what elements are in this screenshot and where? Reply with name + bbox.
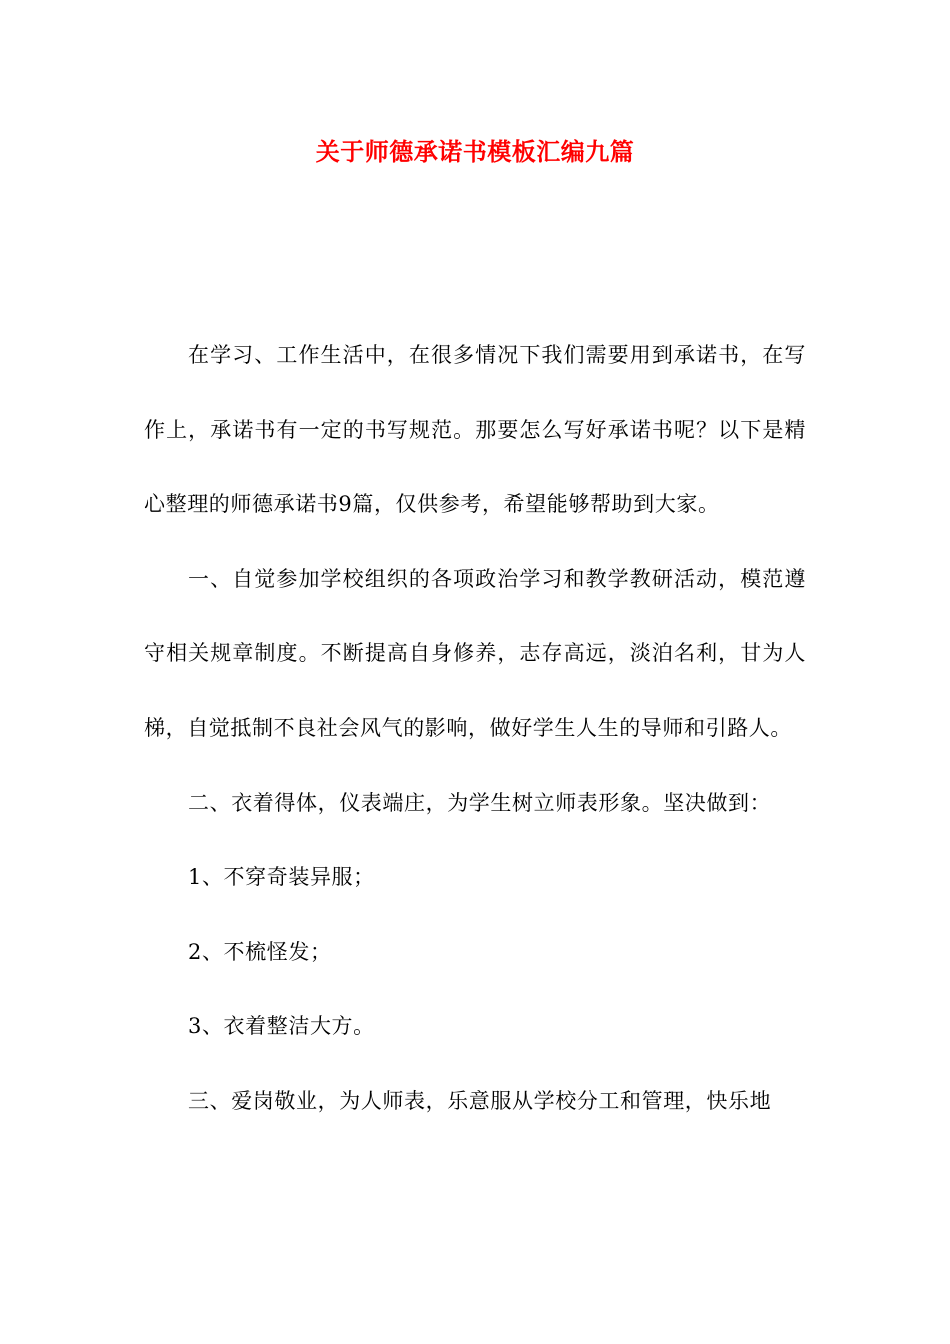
item-one-paragraph: 一、自觉参加学校组织的各项政治学习和教学教研活动，模范遵守相关规章制度。不断提高自身修养，志存高远，淡泊名利，甘为人梯，自觉抵制不良社会风气的影响，做好学生人生的导师和引路人。 [144, 566, 806, 740]
sub-item-3: 3、衣着整洁大方。 [188, 1014, 375, 1039]
item-two-paragraph: 二、衣着得体，仪表端庄，为学生树立师表形象。坚决做到： [188, 790, 772, 815]
sub-item-1: 1、不穿奇装异服； [188, 865, 375, 890]
document-body [144, 318, 806, 1139]
item-three-paragraph: 三、爱岗敬业，为人师表，乐意服从学校分工和管理，快乐地 [188, 1088, 772, 1113]
intro-paragraph: 在学习、工作生活中，在很多情况下我们需要用到承诺书，在写作上，承诺书有一定的书写规范。那要怎么写好承诺书呢？以下是精心整理的师德承诺书9篇，仅供参考，希望能够帮助到大家。 [144, 343, 806, 517]
sub-item-2: 2、不梳怪发； [188, 939, 332, 964]
document-title: 关于师德承诺书模板汇编九篇 [315, 137, 635, 166]
